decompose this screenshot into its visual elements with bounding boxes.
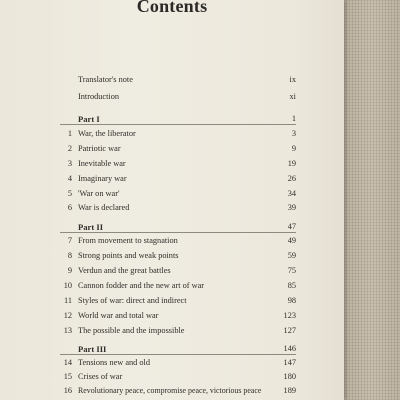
chapter-number: 2: [67, 144, 72, 153]
entry-page: xi: [289, 92, 296, 101]
chapter-page: 19: [287, 159, 296, 168]
chapter-title: Styles of war: direct and indirect: [78, 296, 187, 305]
chapter-title: Verdun and the great battles: [78, 266, 171, 275]
chapter-page: 127: [283, 326, 296, 335]
chapter-page: 180: [283, 372, 296, 381]
page-title: Contents: [136, 0, 208, 16]
part-page: 1: [291, 114, 296, 123]
chapter-title: Strong points and weak points: [78, 251, 179, 260]
book-cover-cloth: [343, 0, 400, 400]
chapter-number: 16: [63, 386, 72, 395]
toc-chapter[interactable]: [60, 370, 296, 384]
part-divider: [60, 354, 296, 355]
chapter-title: Patriotic war: [78, 144, 121, 153]
toc-chapter[interactable]: [60, 201, 296, 215]
part-label: Part II: [78, 222, 104, 232]
chapter-number: 11: [64, 296, 72, 305]
toc-chapter[interactable]: [60, 157, 296, 171]
toc-chapter[interactable]: [60, 249, 296, 263]
chapter-number: 14: [63, 358, 72, 367]
chapter-page: 39: [287, 203, 296, 212]
part-divider: [60, 232, 296, 233]
toc-chapter[interactable]: [60, 294, 296, 308]
part-divider: [60, 124, 296, 125]
chapter-title: War is declared: [78, 203, 130, 212]
chapter-page: 34: [287, 189, 296, 198]
chapter-title: Tensions new and old: [78, 358, 151, 367]
toc-chapter[interactable]: [60, 309, 296, 323]
chapter-number: 13: [63, 326, 72, 335]
chapter-title: World war and total war: [78, 311, 159, 320]
part-label: Part III: [78, 344, 107, 354]
chapter-number: 3: [67, 159, 72, 168]
chapter-title: Revolutionary peace, compromise peace, victorious peace: [78, 386, 262, 395]
chapter-title: Crises of war: [78, 372, 123, 381]
entry-title: Translator's note: [78, 75, 133, 84]
chapter-title: 'War on war': [78, 189, 120, 198]
chapter-number: 6: [67, 203, 72, 212]
part-label: Part I: [78, 114, 100, 124]
chapter-title: Imaginary war: [78, 174, 127, 183]
chapter-number: 4: [67, 174, 72, 183]
chapter-number: 7: [67, 236, 72, 245]
toc-chapter[interactable]: [60, 127, 296, 141]
toc-chapter[interactable]: [60, 234, 296, 248]
toc-chapter[interactable]: [60, 172, 296, 186]
chapter-page: 75: [287, 266, 296, 275]
entry-page: ix: [289, 75, 296, 84]
chapter-page: 123: [283, 311, 296, 320]
chapter-number: 9: [67, 266, 72, 275]
toc-entry-translators-note[interactable]: [60, 73, 296, 87]
toc-chapter[interactable]: [60, 279, 296, 293]
chapter-number: 1: [67, 129, 72, 138]
toc-chapter[interactable]: [60, 324, 296, 338]
toc-chapter[interactable]: [60, 142, 296, 156]
chapter-page: 59: [287, 251, 296, 260]
toc-chapter[interactable]: [60, 356, 296, 370]
part-page: 146: [283, 344, 296, 353]
chapter-page: 147: [283, 358, 296, 367]
chapter-title: Cannon fodder and the new art of war: [78, 281, 205, 290]
entry-title: Introduction: [78, 92, 120, 101]
chapter-page: 26: [287, 174, 296, 183]
chapter-title: From movement to stagnation: [78, 236, 178, 245]
chapter-number: 8: [67, 251, 72, 260]
chapter-number: 12: [63, 311, 72, 320]
chapter-page: 189: [283, 386, 296, 395]
part-page: 47: [287, 222, 296, 231]
toc-chapter[interactable]: [60, 187, 296, 201]
chapter-page: 9: [291, 144, 296, 153]
chapter-title: Inevitable war: [78, 159, 126, 168]
chapter-page: 85: [287, 281, 296, 290]
toc-chapter[interactable]: [60, 384, 296, 398]
toc-entry-introduction[interactable]: [60, 90, 296, 104]
chapter-title: The possible and the impossible: [78, 326, 185, 335]
toc-chapter[interactable]: [60, 264, 296, 278]
chapter-number: 5: [67, 189, 72, 198]
chapter-title: War, the liberator: [78, 129, 136, 138]
chapter-number: 15: [63, 372, 72, 381]
chapter-page: 3: [291, 129, 296, 138]
chapter-page: 98: [287, 296, 296, 305]
chapter-number: 10: [63, 281, 72, 290]
chapter-page: 49: [287, 236, 296, 245]
